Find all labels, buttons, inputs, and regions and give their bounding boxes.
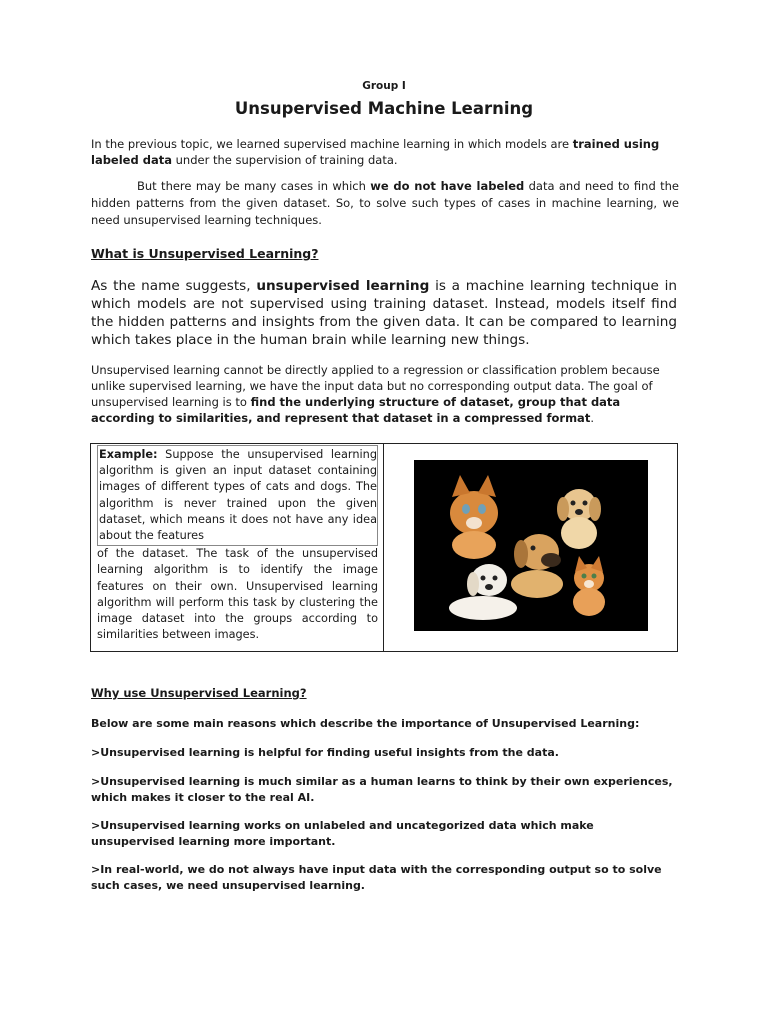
- intro-paragraph: In the previous topic, we learned supervised machine learning in which models are trained using labeled data under the supervision of training data.: [91, 137, 660, 167]
- page-title: Unsupervised Machine Learning: [234, 99, 534, 118]
- labrador-center: [511, 534, 563, 598]
- cats-and-dogs-image: [414, 460, 648, 631]
- section-heading-what: What is Unsupervised Learning?: [91, 246, 319, 261]
- reason-item: >Unsupervised learning is much similar as a human learns to think by their own experiences, which makes it closer to the real AI.: [91, 775, 673, 804]
- reasons-intro: Below are some main reasons which describe the importance of Unsupervised Learning:: [91, 717, 640, 730]
- group-label: Group I: [362, 80, 406, 92]
- puppy-top-right: [557, 489, 601, 549]
- reason-item: >Unsupervised learning is helpful for finding useful insights from the data.: [91, 746, 559, 759]
- kitten-bottom-right: [573, 556, 605, 616]
- table-divider: [383, 444, 384, 651]
- example-text-continued: of the dataset. The task of the unsupervised learning algorithm is to identify the image features on their own. Unsupervised learning algorithm will perform this task by clustering the image dataset into the groups according to similarities between images.: [97, 547, 378, 642]
- definition-paragraph: As the name suggests, unsupervised learning is a machine learning technique in which models are not supervised using training dataset. Instead, models itself find the hidden patterns and insights from the given data. It can be compared to learning which takes place in the human brain while learning new things.: [91, 278, 677, 348]
- example-text-cell: Example: Suppose the unsupervised learning algorithm is given an input dataset containing images of different types of cats and dogs. The algorithm is never trained upon the given dataset, which means it does not have any idea about the features of the dataset. The task of the unsupervised learning algorithm is to identify the image features on their own. Unsupervised learning algorithm will perform this task by clustering the image dataset into the groups according to similarities between images.: [97, 445, 378, 643]
- section-heading-why: Why use Unsupervised Learning?: [91, 686, 307, 700]
- goal-paragraph: Unsupervised learning cannot be directly applied to a regression or classification problem because unlike supervised learning, we have the input data but no corresponding output data. The goal of unsupervised learning is to find the underlying structure of dataset, group that data according to similarities, and represent that dataset in a compressed format.: [91, 363, 660, 425]
- reason-item: >Unsupervised learning works on unlabeled and uncategorized data which make unsupervised learning more important.: [91, 819, 594, 848]
- example-label: Example:: [99, 448, 158, 461]
- reason-item: >In real-world, we do not always have input data with the corresponding output so to solve such cases, we need unsupervised learning.: [91, 863, 662, 892]
- example-table: [90, 443, 678, 652]
- second-paragraph: But there may be many cases in which we do not have labeled data and need to find the hidden patterns from the given dataset. So, to solve such types of cases in machine learning, we need unsupervised learning techniques.: [91, 179, 679, 227]
